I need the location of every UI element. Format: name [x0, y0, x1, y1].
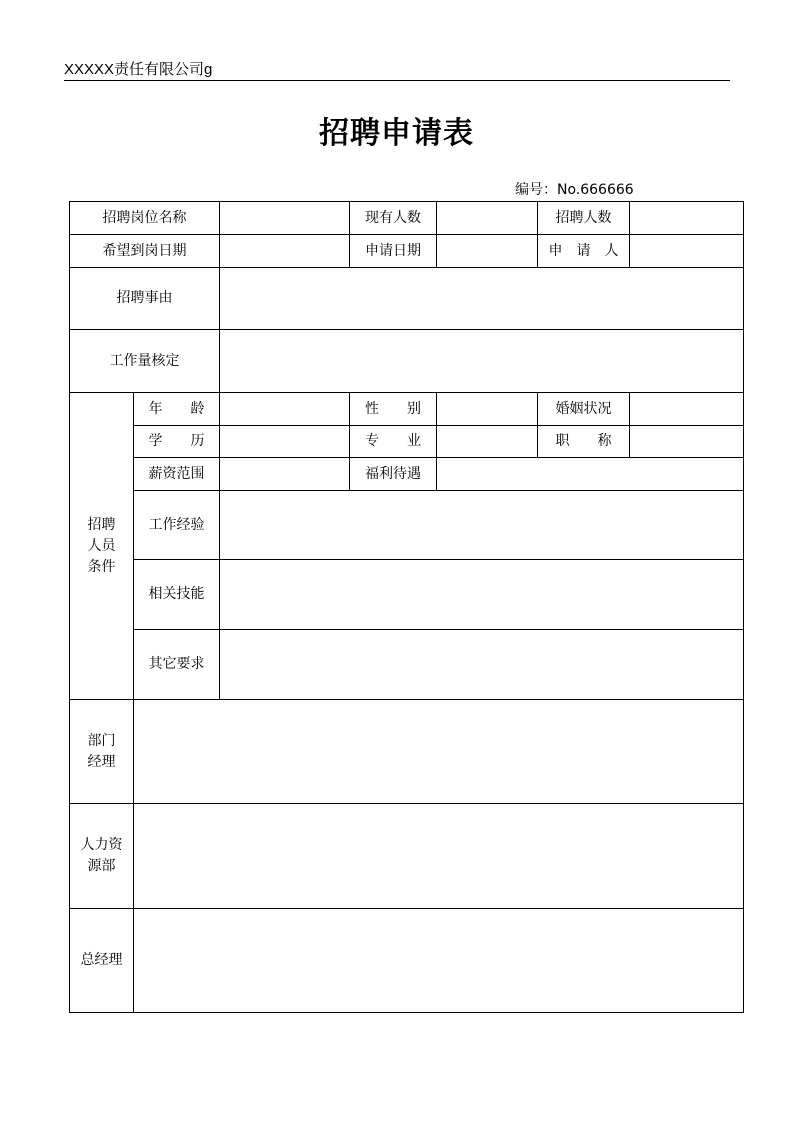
- apply-date-field[interactable]: [437, 235, 538, 268]
- workload-field[interactable]: [220, 330, 744, 393]
- table-row: [70, 458, 744, 491]
- experience-field[interactable]: [220, 491, 744, 560]
- hire-count-label: 招聘人数: [538, 202, 630, 235]
- age-field[interactable]: [220, 393, 350, 426]
- experience-label: 工作经验: [134, 491, 220, 560]
- gender-field[interactable]: [437, 393, 538, 426]
- table-row: [70, 426, 744, 458]
- recruitment-form-table: [69, 201, 744, 1013]
- table-row: [70, 330, 744, 393]
- current-headcount-field[interactable]: [437, 202, 538, 235]
- gm-label: 总经理: [70, 909, 134, 1013]
- table-row: [70, 630, 744, 700]
- apply-date-label: 申请日期: [350, 235, 437, 268]
- marital-label: 婚姻状况: [538, 393, 630, 426]
- applicant-field[interactable]: [630, 235, 744, 268]
- expected-date-field[interactable]: [220, 235, 350, 268]
- table-row: [70, 491, 744, 560]
- position-name-field[interactable]: [220, 202, 350, 235]
- table-row: [70, 202, 744, 235]
- benefits-field[interactable]: [437, 458, 744, 491]
- hr-dept-field[interactable]: [134, 804, 744, 909]
- requirements-group-label: 招聘 人员 条件: [70, 393, 134, 700]
- current-headcount-label: 现有人数: [350, 202, 437, 235]
- table-row: [70, 268, 744, 330]
- reason-field[interactable]: [220, 268, 744, 330]
- education-label: 学 历: [134, 426, 220, 458]
- job-title-label: 职 称: [538, 426, 630, 458]
- dept-manager-label: 部门 经理: [70, 700, 134, 804]
- table-row: [70, 235, 744, 268]
- education-field[interactable]: [220, 426, 350, 458]
- job-title-field[interactable]: [630, 426, 744, 458]
- skills-label: 相关技能: [134, 560, 220, 630]
- age-label: 年 龄: [134, 393, 220, 426]
- gm-field[interactable]: [134, 909, 744, 1013]
- table-row: [70, 560, 744, 630]
- hr-dept-label: 人力资 源部: [70, 804, 134, 909]
- table-row: [70, 700, 744, 804]
- other-requirements-field[interactable]: [220, 630, 744, 700]
- header-divider: [64, 80, 730, 81]
- salary-range-field[interactable]: [220, 458, 350, 491]
- table-row: [70, 393, 744, 426]
- skills-field[interactable]: [220, 560, 744, 630]
- marital-field[interactable]: [630, 393, 744, 426]
- page-title: 招聘申请表: [319, 116, 474, 151]
- other-requirements-label: 其它要求: [134, 630, 220, 700]
- applicant-label: 申 请 人: [538, 235, 630, 268]
- gender-label: 性 别: [350, 393, 437, 426]
- company-name: XXXXX责任有限公司g: [64, 61, 213, 78]
- salary-range-label: 薪资范围: [134, 458, 220, 491]
- table-row: [70, 909, 744, 1013]
- workload-label: 工作量核定: [70, 330, 220, 393]
- major-label: 专 业: [350, 426, 437, 458]
- major-field[interactable]: [437, 426, 538, 458]
- hire-count-field[interactable]: [630, 202, 744, 235]
- document-number: 编号：No.666666: [515, 182, 634, 198]
- position-name-label: 招聘岗位名称: [70, 202, 220, 235]
- reason-label: 招聘事由: [70, 268, 220, 330]
- table-row: [70, 804, 744, 909]
- dept-manager-field[interactable]: [134, 700, 744, 804]
- benefits-label: 福利待遇: [350, 458, 437, 491]
- expected-date-label: 希望到岗日期: [70, 235, 220, 268]
